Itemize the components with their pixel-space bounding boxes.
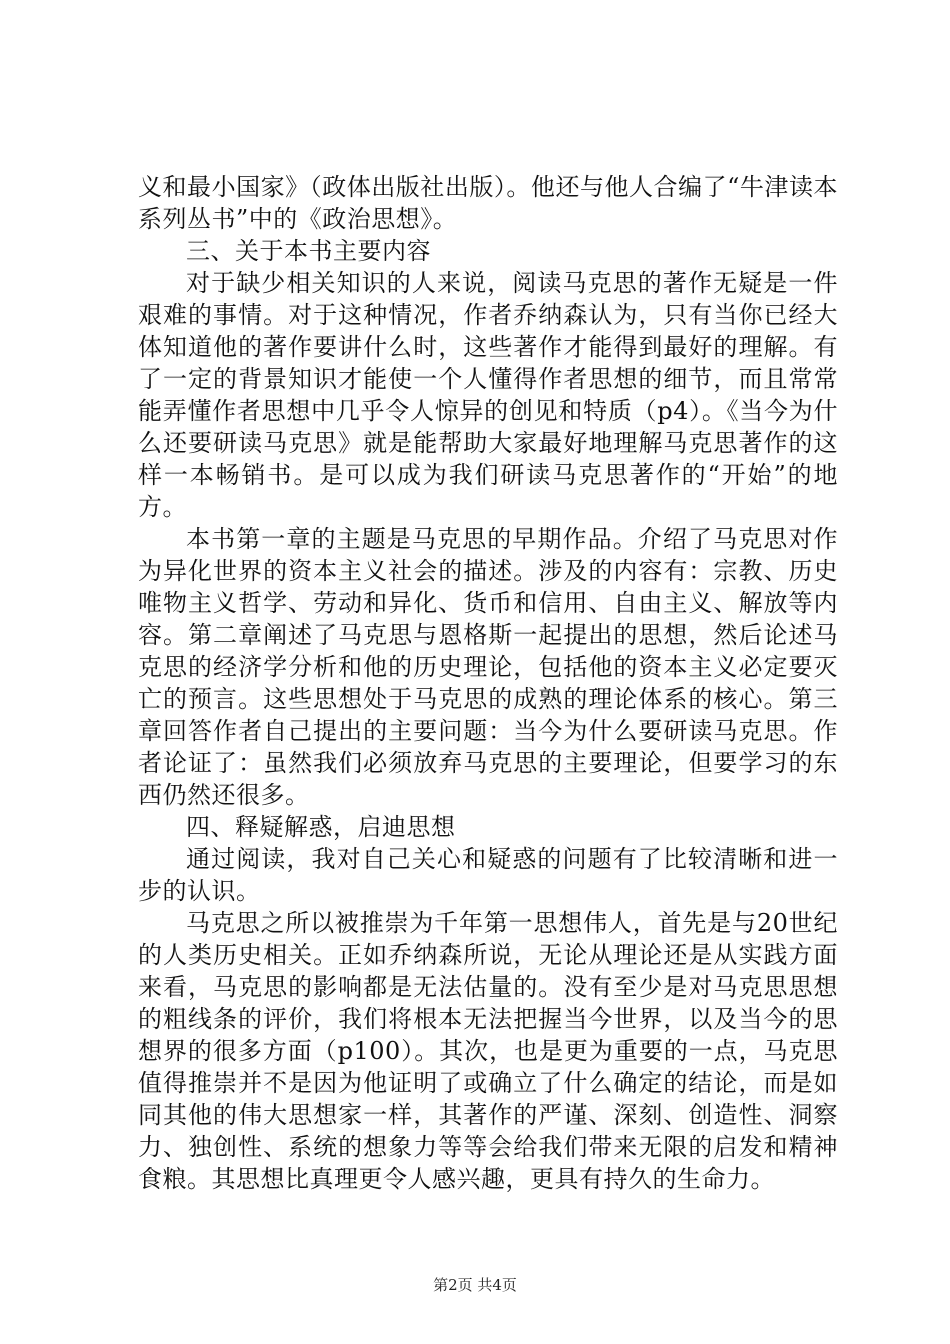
paragraph: 通过阅读，我对自己关心和疑惑的问题有了比较清晰和进一步的认识。 <box>138 845 838 905</box>
paragraph: 马克思之所以被推崇为千年第一思想伟人，首先是与20世纪的人类历史相关。正如乔纳森所说，无论从理论还是从实践方面来看，马克思的影响都是无法估量的。没有至少是对马克思思想的粗线条的评价，我们将根本无法把握当今世界，以及当今的思想界的很多方面（p100）。其次，也是更为重要的一点，马克思值得推崇并不是因为他证明了或确立了什么确定的结论，而是如同其他的伟大思想家一样，其著作的严谨、深刻、创造性、洞察力、独创性、系统的想象力等等会给我们带来无限的启发和精神食粮。其思想比真理更令人感兴趣，更具有持久的生命力。 <box>138 909 838 1193</box>
paragraph-continuation: 义和最小国家》（政体出版社出版）。他还与他人合编了“牛津读本系列丛书”中的《政治思想》。 <box>138 173 838 233</box>
page-number: 第2页 共4页 <box>433 1276 517 1294</box>
section-heading-4: 四、释疑解惑，启迪思想 <box>186 813 456 841</box>
document-body <box>138 171 838 1195</box>
page-footer <box>0 1274 950 1295</box>
paragraph: 本书第一章的主题是马克思的早期作品。介绍了马克思对作为异化世界的资本主义社会的描述。涉及的内容有：宗教、历史唯物主义哲学、劳动和异化、货币和信用、自由主义、解放等内容。第二章阐述了马克思与恩格斯一起提出的思想，然后论述马克思的经济学分析和他的历史理论，包括他的资本主义必定要灭亡的预言。这些思想处于马克思的成熟的理论体系的核心。第三章回答作者自己提出的主要问题：当今为什么要研读马克思。作者论证了：虽然我们必须放弃马克思的主要理论，但要学习的东西仍然还很多。 <box>138 525 838 809</box>
section-heading-3: 三、关于本书主要内容 <box>186 237 431 265</box>
paragraph: 对于缺少相关知识的人来说，阅读马克思的著作无疑是一件艰难的事情。对于这种情况，作者乔纳森认为，只有当你已经大体知道他的著作要讲什么时，这些著作才能得到最好的理解。有了一定的背景知识才能使一个人懂得作者思想的细节，而且常常能弄懂作者思想中几乎令人惊异的创见和特质（p4）。《当今为什么还要研读马克思》就是能帮助大家最好地理解马克思著作的这样一本畅销书。是可以成为我们研读马克思著作的“开始”的地方。 <box>138 269 838 521</box>
